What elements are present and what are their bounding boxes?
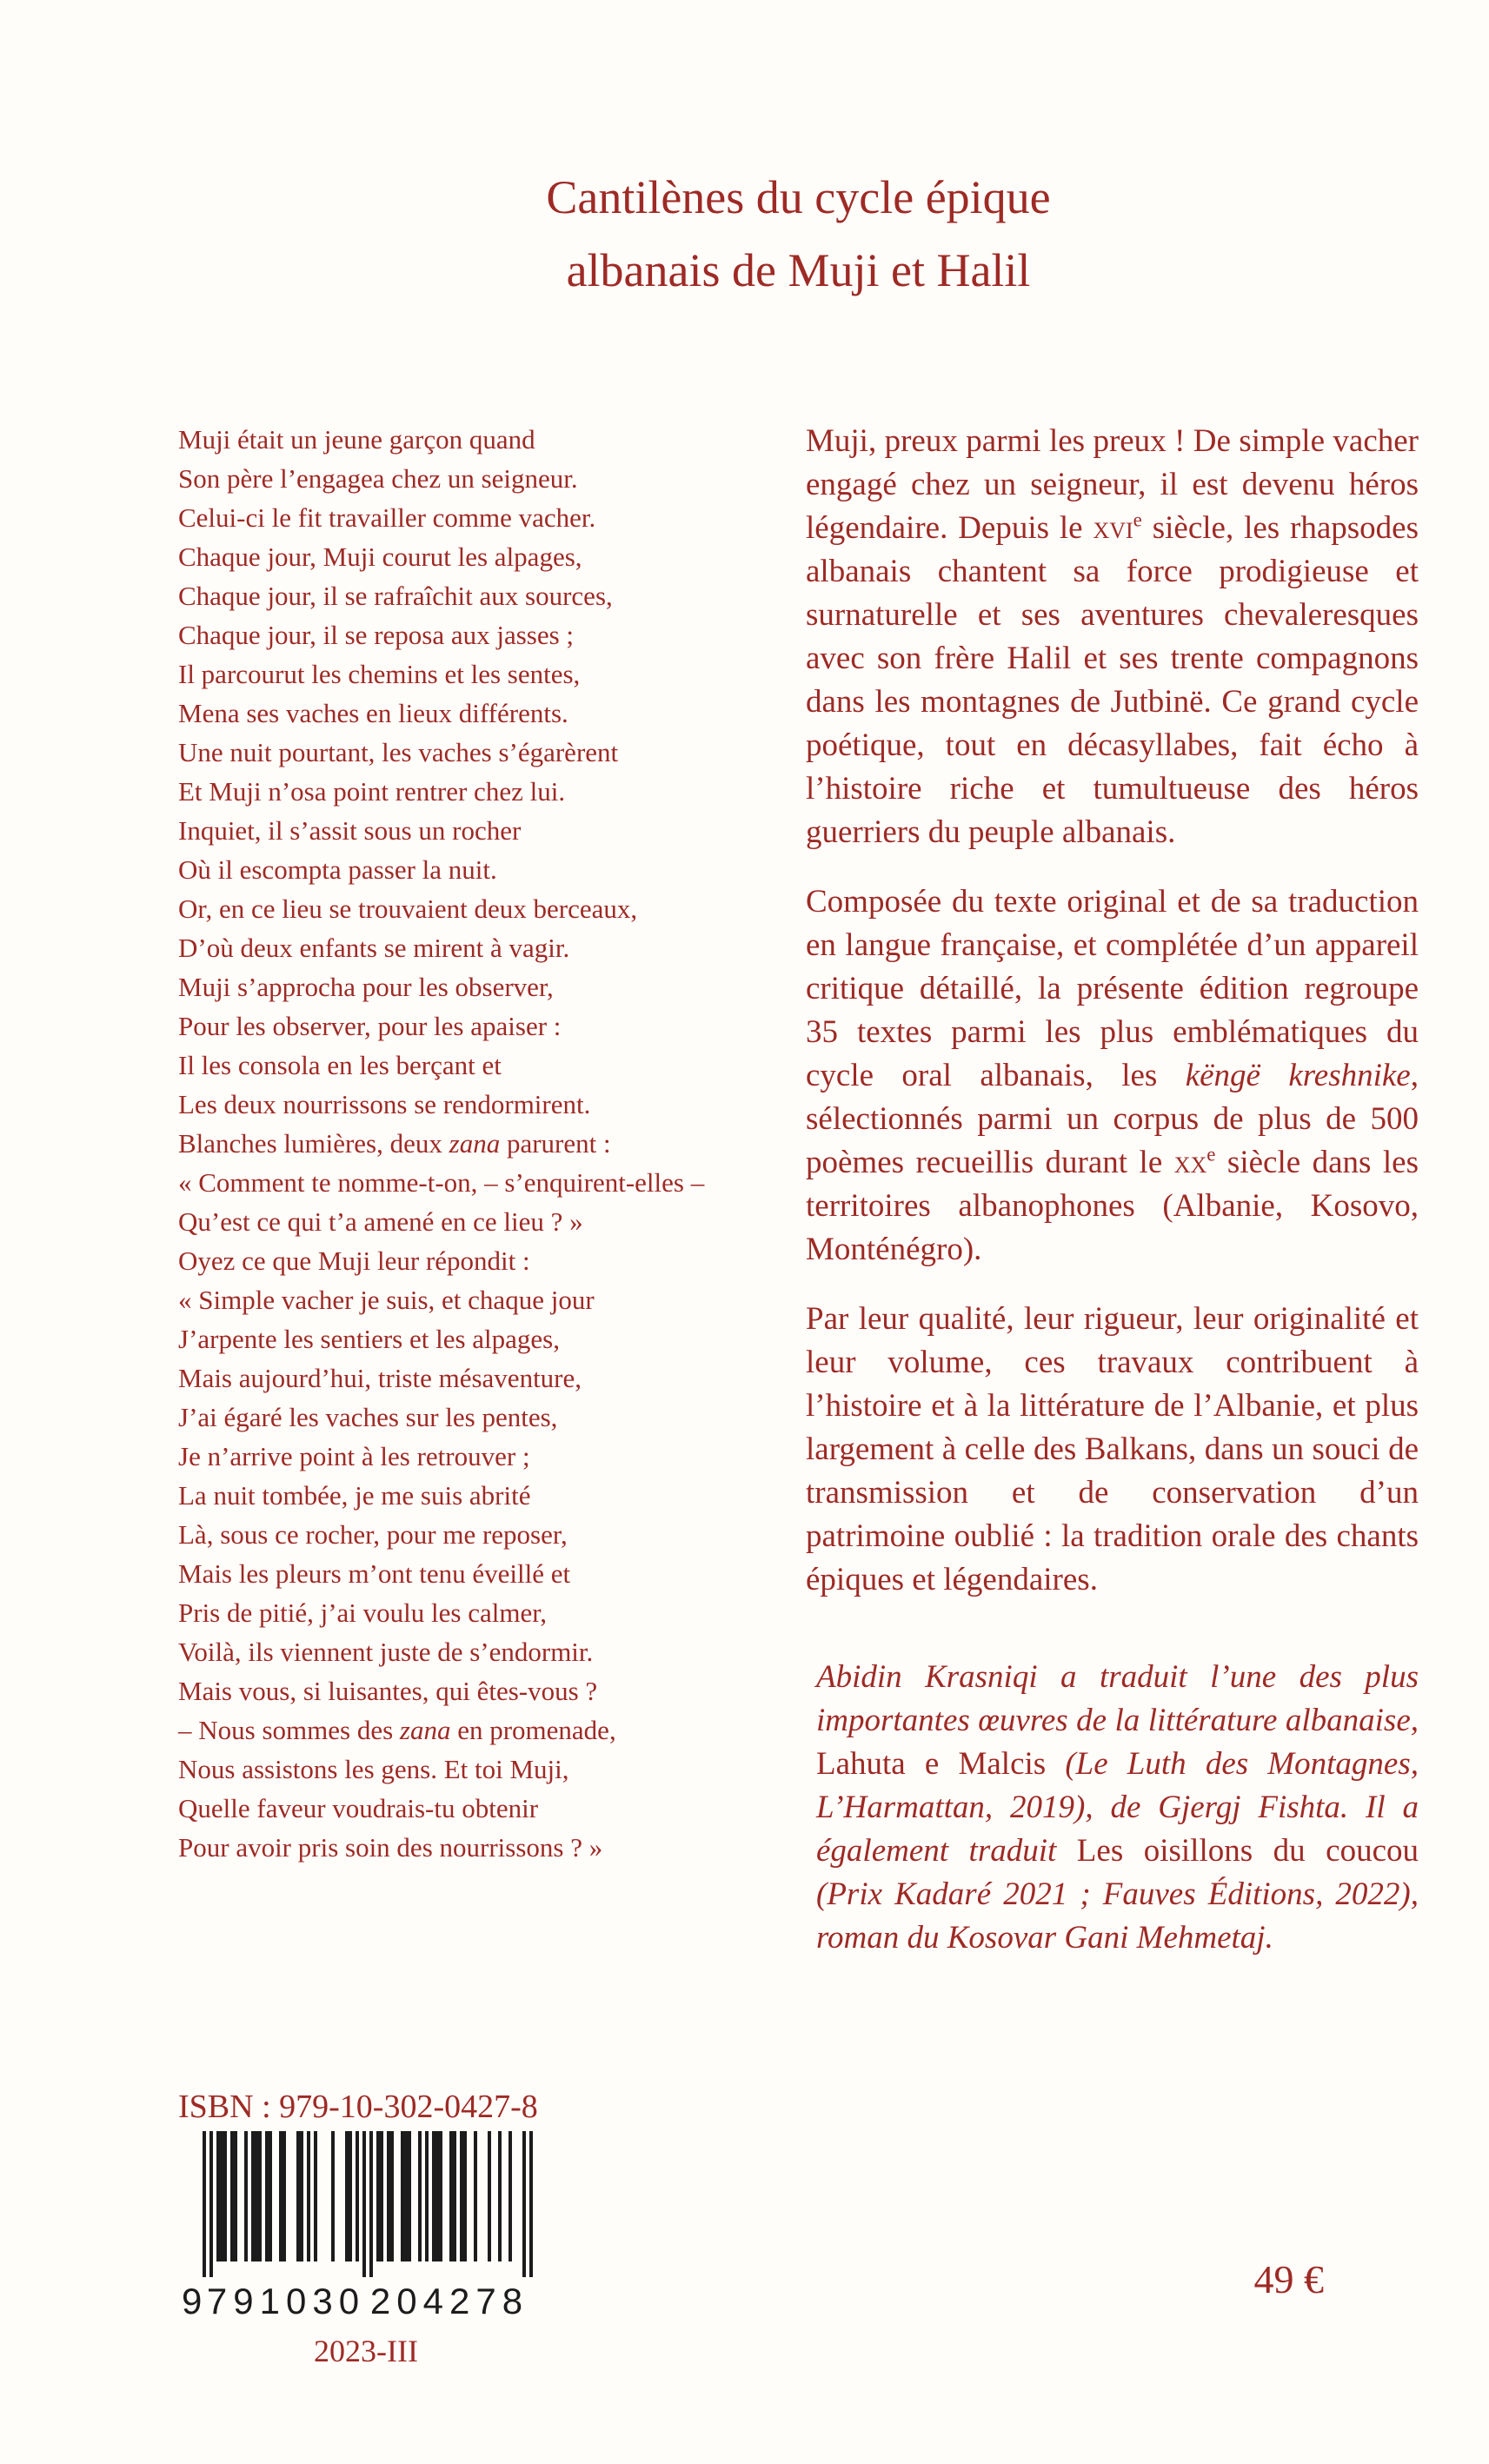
poem-line: Chaque jour, il se reposa aux jasses ; <box>178 620 575 651</box>
poem-line: Celui-ci le fit travailler comme vacher. <box>178 502 596 534</box>
svg-text:791030: 791030 <box>206 2281 366 2321</box>
translator-bio: Abidin Krasniqi a traduit l’une des plus importantes œuvres de la littérature albanaise, Lahuta e Malcis (Le Luth des Montagnes, L’Harmattan, 2019), de Gjergj Fishta. Il a également traduit Les oisillons du coucou (Prix Kadaré 2021 ; Fauves Éditions, 2022), roman du Kosovar Gani Mehmetaj. <box>816 1659 1419 1956</box>
blurb-paragraph-1: Muji, preux parmi les preux ! De simple vacher engagé chez un seigneur, il est devenu héros légendaire. Depuis le xvi$^e$ siècle, les rhapsodes albanais chantent sa force prodigieuse et surnaturelle et ses aventures chevaleresques avec son frère Halil et ses trente compagnons dans les montagnes de Jutbinë. Ce grand cycle poétique, tout en décasyllabes, fait écho à l’histoire riche et tumultueuse des héros guerriers du peuple albanais. <box>806 423 1419 851</box>
poem-line: Inquiet, il s’assit sous un rocher <box>178 815 522 847</box>
poem-line: Mais aujourd’hui, triste mésaventure, <box>178 1363 582 1394</box>
poem-line: Mais les pleurs m’ont tenu éveillé et <box>178 1558 571 1590</box>
poem-line: Où il escompta passer la nuit. <box>178 854 497 886</box>
poem-line: Il les consola en les berçant et <box>178 1050 502 1081</box>
price-text: 49 € <box>1253 2257 1324 2301</box>
poem-line: Mena ses vaches en lieux différents. <box>178 698 568 729</box>
poem-line: Quelle faveur voudrais-tu obtenir <box>178 1793 539 1824</box>
book-title-line-2: albanais de Muji et Halil <box>566 243 1031 296</box>
poem-line: Son père l’engagea chez un seigneur. <box>178 463 578 495</box>
poem-line: Pour avoir pris soin des nourrissons ? » <box>178 1832 603 1863</box>
poem-line: J’arpente les sentiers et les alpages, <box>178 1324 560 1355</box>
poem-line: D’où deux enfants se mirent à vagir. <box>178 933 570 964</box>
poem-line: La nuit tombée, je me suis abrité <box>178 1480 531 1511</box>
poem-line: Pris de pitié, j’ai voulu les calmer, <box>178 1597 548 1629</box>
poem-line: Muji s’approcha pour les observer, <box>178 972 554 1003</box>
poem-line: Blanches lumières, deux zana parurent : <box>178 1128 611 1159</box>
poem-line: – Nous sommes des zana en promenade, <box>178 1715 616 1746</box>
poem-line: Chaque jour, Muji courut les alpages, <box>178 541 582 573</box>
ean13-barcode <box>178 2131 554 2322</box>
blurb <box>806 420 1419 1986</box>
book-title-line-1: Cantilènes du cycle épique <box>546 171 1051 223</box>
poem-line: Oyez ce que Muji leur répondit : <box>178 1245 530 1277</box>
poem-line: J’ai égaré les vaches sur les pentes, <box>178 1402 558 1433</box>
isbn-text: ISBN : 979-10-302-0427-8 <box>178 2089 538 2125</box>
poem-line: Et Muji n’osa point rentrer chez lui. <box>178 776 566 807</box>
poem <box>178 420 766 1867</box>
poem-line: « Comment te nomme-t-on, – s’enquirent-elles – <box>178 1167 705 1199</box>
poem-line: Nous assistons les gens. Et toi Muji, <box>178 1754 569 1785</box>
poem-line: Il parcourut les chemins et les sentes, <box>178 659 581 690</box>
edition-text: 2023-III <box>314 2334 418 2368</box>
poem-line: Voilà, ils viennent juste de s’endormir. <box>178 1637 594 1668</box>
blurb-paragraph-2: Composée du texte original et de sa traduction en langue française, et complétée d’un appareil critique détaillé, la présente édition regroupe 35 textes parmi les plus emblématiques du cycle oral albanais, les këngë kreshnike, sélectionnés parmi un corpus de plus de 500 poèmes recueillis durant le $xx^e$ siècle dans les territoires albanophones (Albanie, Kosovo, Monténégro). <box>806 884 1419 1268</box>
blurb-paragraph-3: Par leur qualité, leur rigueur, leur originalité et leur volume, ces travaux contribuent à l’histoire et à la littérature de l’Albanie, et plus largement à celle des Balkans, dans un souci de transmission et de conservation d’un patrimoine oublié : la tradition orale des chants épiques et légendaires. <box>806 1301 1419 1598</box>
poem-line: Là, sous ce rocher, pour me reposer, <box>178 1519 568 1551</box>
poem-line: Les deux nourrissons se rendormirent. <box>178 1089 591 1120</box>
poem-line: Je n’arrive point à les retrouver ; <box>178 1441 530 1472</box>
poem-line: Mais vous, si luisantes, qui êtes-vous ? <box>178 1676 598 1707</box>
barcode-block <box>178 2131 554 2369</box>
poem-line: « Simple vacher je suis, et chaque jour <box>178 1285 595 1316</box>
poem-line: Une nuit pourtant, les vaches s’égarèrent <box>178 737 619 768</box>
poem-line: Pour les observer, pour les apaiser : <box>178 1011 562 1042</box>
poem-line: Chaque jour, il se rafraîchit aux sources, <box>178 581 613 612</box>
poem-line: Or, en ce lieu se trouvaient deux berceaux, <box>178 893 638 925</box>
content-columns <box>178 420 1419 1986</box>
book-title <box>178 0 1419 307</box>
svg-text:204278: 204278 <box>369 2281 529 2321</box>
poem-line: Muji était un jeune garçon quand <box>178 424 535 455</box>
svg-text:9: 9 <box>182 2281 203 2321</box>
poem-line: Qu’est ce qui t’a amené en ce lieu ? » <box>178 1206 583 1238</box>
